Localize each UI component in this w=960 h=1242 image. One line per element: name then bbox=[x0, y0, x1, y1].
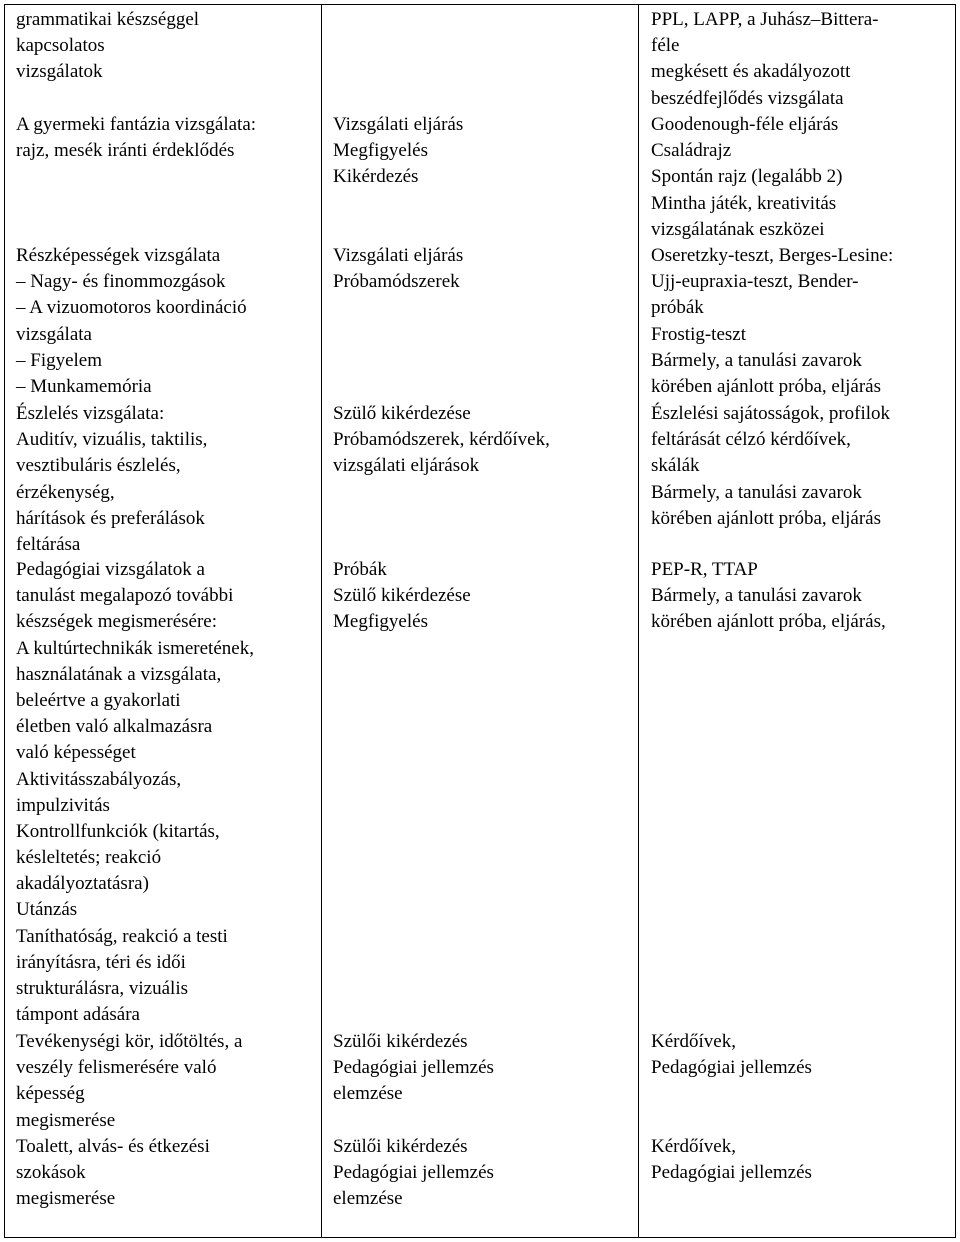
cell-text-line: érzékenység, bbox=[16, 481, 115, 503]
cell-text-line: Aktivitásszabályozás, bbox=[16, 768, 182, 790]
cell-text-line: Spontán rajz (legalább 2) bbox=[651, 166, 843, 188]
cell-text-line: Megfigyelés bbox=[333, 611, 428, 633]
cell-text-line: Oseretzky-teszt, Berges-Lesine: bbox=[651, 245, 894, 266]
cell-text-line: Pedagógiai jellemzés bbox=[651, 1162, 812, 1184]
cell-text-line: Taníthatóság, reakció a testi bbox=[16, 925, 228, 947]
cell-text-line: körében ajánlott próba, eljárás bbox=[651, 375, 882, 397]
cell-text-line: Kontrollfunkciók (kitartás, bbox=[16, 820, 220, 842]
cell-text-line: késleltetés; reakció bbox=[16, 847, 162, 869]
cell-text-line: Bármely, a tanulási zavarok bbox=[651, 349, 862, 371]
cell-text-line: vizsgálatának eszközei bbox=[651, 218, 825, 240]
cell-text-line: Szülői kikérdezés bbox=[333, 1136, 468, 1157]
cell-text-line: próbák bbox=[651, 297, 704, 319]
cell-text-line: skálák bbox=[651, 455, 700, 477]
cell-text-line: Pedagógiai jellemzés bbox=[333, 1162, 494, 1184]
cell-text-line: Kikérdezés bbox=[333, 166, 419, 188]
cell-text-line: Próbamódszerek, kérdőívek, bbox=[333, 429, 550, 451]
cell-text-line: grammatikai készséggel bbox=[16, 9, 200, 30]
cell-text-line: Utánzás bbox=[16, 899, 78, 921]
cell-text-line: PEP-R, TTAP bbox=[651, 559, 758, 580]
cell-text-line: Pedagógiai jellemzés bbox=[651, 1057, 812, 1079]
cell-text-line: Megfigyelés bbox=[333, 140, 428, 162]
table-cell-col3 bbox=[651, 112, 843, 243]
cell-text-line: Kérdőívek, bbox=[651, 1136, 736, 1157]
column-divider-2 bbox=[638, 4, 639, 1238]
cell-text-line: beszédfejlődés vizsgálata bbox=[651, 87, 844, 109]
table-cell-col3 bbox=[651, 243, 893, 400]
cell-text-line: Goodenough-féle eljárás bbox=[651, 114, 839, 135]
cell-text-line: akadályoztatásra) bbox=[16, 873, 149, 895]
cell-text-line: vizsgálata bbox=[16, 323, 92, 345]
cell-text-line: kapcsolatos bbox=[16, 35, 105, 57]
cell-text-line: Próbamódszerek bbox=[333, 271, 460, 293]
cell-text-line: Próbák bbox=[333, 559, 387, 580]
table-cell-col1 bbox=[16, 557, 254, 1028]
table-border-right bbox=[955, 4, 956, 1238]
table-cell-col1 bbox=[16, 112, 256, 164]
cell-text-line: Frostig-teszt bbox=[651, 323, 746, 345]
cell-text-line: Ujj-eupraxia-teszt, Bender- bbox=[651, 271, 859, 293]
cell-text-line: PPL, LAPP, a Juhász–Bittera- bbox=[651, 9, 879, 30]
cell-text-line: – Figyelem bbox=[16, 349, 103, 371]
cell-text-line: képesség bbox=[16, 1083, 85, 1105]
cell-text-line: strukturálásra, vizuális bbox=[16, 978, 189, 999]
table-cell-col2 bbox=[333, 1029, 494, 1108]
table-cell-col2 bbox=[333, 112, 463, 191]
cell-text-line: hárítások és preferálások bbox=[16, 507, 205, 529]
cell-text-line: Kérdőívek, bbox=[651, 1031, 736, 1052]
cell-text-line: irányításra, téri és idői bbox=[16, 951, 186, 973]
cell-text-line: Mintha játék, kreativitás bbox=[651, 192, 837, 214]
cell-text-line: féle bbox=[651, 35, 680, 57]
cell-text-line: Tevékenységi kör, időtöltés, a bbox=[16, 1031, 243, 1052]
cell-text-line: Pedagógiai vizsgálatok a bbox=[16, 559, 205, 580]
table-cell-col1 bbox=[16, 1029, 242, 1134]
table-cell-col3 bbox=[651, 7, 878, 112]
cell-text-line: körében ajánlott próba, eljárás, bbox=[651, 611, 886, 633]
cell-text-line: való képességet bbox=[16, 742, 136, 764]
column-divider-1 bbox=[321, 4, 322, 1238]
cell-text-line: tanulást megalapozó további bbox=[16, 585, 234, 607]
cell-text-line: Pedagógiai jellemzés bbox=[333, 1057, 494, 1079]
cell-text-line: szokások bbox=[16, 1162, 86, 1184]
cell-text-line: – Munkamemória bbox=[16, 375, 152, 397]
cell-text-line: – A vizuomotoros koordináció bbox=[16, 297, 247, 319]
table-cell-col3 bbox=[651, 557, 886, 636]
cell-text-line: Szülői kikérdezés bbox=[333, 1031, 468, 1052]
cell-text-line: életben való alkalmazásra bbox=[16, 716, 213, 738]
cell-text-line: megkésett és akadályozott bbox=[651, 61, 851, 83]
cell-text-line: feltárását célzó kérdőívek, bbox=[651, 429, 851, 451]
cell-text-line: támpont adására bbox=[16, 1004, 140, 1026]
cell-text-line: A gyermeki fantázia vizsgálata: bbox=[16, 114, 257, 135]
cell-text-line: feltárása bbox=[16, 533, 81, 555]
table-cell-col2 bbox=[333, 401, 550, 480]
table-cell-col1 bbox=[16, 1134, 210, 1213]
cell-text-line: beleértve a gyakorlati bbox=[16, 689, 181, 711]
cell-text-line: Észlelési sajátosságok, profilok bbox=[651, 403, 891, 424]
cell-text-line: megismerése bbox=[16, 1109, 116, 1131]
table-cell-col2 bbox=[333, 1134, 494, 1213]
cell-text-line: használatának a vizsgálata, bbox=[16, 663, 222, 685]
cell-text-line: impulzivitás bbox=[16, 794, 110, 816]
cell-text-line: Toalett, alvás- és étkezési bbox=[16, 1136, 210, 1157]
table-cell-col3 bbox=[651, 1134, 812, 1186]
table-border-top bbox=[4, 4, 956, 5]
cell-text-line: vizsgálatok bbox=[16, 61, 103, 83]
cell-text-line: megismerése bbox=[16, 1188, 116, 1210]
cell-text-line: vesztibuláris észlelés, bbox=[16, 455, 181, 477]
cell-text-line: – Nagy- és finommozgások bbox=[16, 271, 226, 293]
table-cell-col2 bbox=[333, 557, 471, 636]
cell-text-line: Vizsgálati eljárás bbox=[333, 114, 464, 135]
table-cell-col1 bbox=[16, 401, 207, 558]
table-cell-col1 bbox=[16, 7, 199, 86]
cell-text-line: Szülő kikérdezése bbox=[333, 403, 471, 424]
cell-text-line: Auditív, vizuális, taktilis, bbox=[16, 429, 208, 451]
cell-text-line: Vizsgálati eljárás bbox=[333, 245, 464, 266]
table-cell-col2 bbox=[333, 243, 463, 295]
cell-text-line: vizsgálati eljárások bbox=[333, 455, 480, 477]
cell-text-line: készségek megismerésére: bbox=[16, 611, 217, 633]
table-border-bottom bbox=[4, 1237, 956, 1238]
cell-text-line: Szülő kikérdezése bbox=[333, 585, 471, 607]
cell-text-line: elemzése bbox=[333, 1188, 403, 1210]
cell-text-line: Részképességek vizsgálata bbox=[16, 245, 221, 266]
table-cell-col1 bbox=[16, 243, 247, 400]
cell-text-line: veszély felismerésére való bbox=[16, 1057, 217, 1079]
table-border-left bbox=[4, 4, 5, 1238]
cell-text-line: Bármely, a tanulási zavarok bbox=[651, 481, 862, 503]
cell-text-line: A kultúrtechnikák ismeretének, bbox=[16, 637, 254, 659]
cell-text-line: rajz, mesék iránti érdeklődés bbox=[16, 140, 235, 162]
cell-text-line: Észlelés vizsgálata: bbox=[16, 403, 165, 424]
cell-text-line: elemzése bbox=[333, 1083, 403, 1105]
table-cell-col3 bbox=[651, 401, 890, 532]
table-cell-col3 bbox=[651, 1029, 812, 1081]
cell-text-line: Családrajz bbox=[651, 140, 732, 162]
cell-text-line: Bármely, a tanulási zavarok bbox=[651, 585, 862, 607]
cell-text-line: körében ajánlott próba, eljárás bbox=[651, 507, 882, 529]
